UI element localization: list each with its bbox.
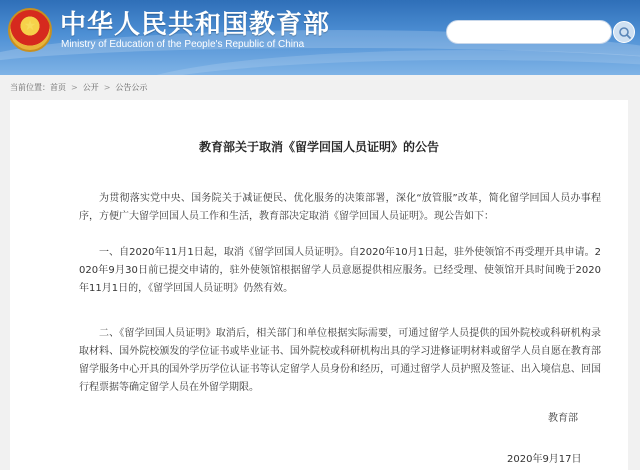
site-title[interactable]: 中华人民共和国教育部 (60, 10, 331, 40)
national-emblem-icon[interactable]: ★ (8, 8, 52, 52)
breadcrumb-prefix: 当前位置： (10, 83, 50, 92)
article-title: 教育部关于取消《留学回国人员证明》的公告 (198, 140, 439, 154)
breadcrumb-announcements[interactable]: 公告公示 (115, 83, 148, 92)
article-paragraph: 一、自2020年11月1日起，取消《留学回国人员证明》。自2020年10月1日起，驻外使领馆不再受理开具申请。2020年9月30日前已提交申请的，驻外使领馆根据留学人员意愿提供相应服务。已经受理、使领馆开具时间晚于2020年11月1日的，《留学回国人员证明》仍然有效。 (79, 247, 601, 294)
search-icon[interactable] (613, 21, 635, 43)
article-date: 2020年9月17日 (507, 454, 582, 465)
article-paragraph: 二、《留学回国人员证明》取消后，相关部门和单位根据实际需要，可通过留学人员提供的国外院校或科研机构录取材料、国外院校颁发的学位证书或毕业证书、国外院校或科研机构出具的学习进修证明材料或留学人员自愿在教育部留学服务中心开具的国外学历学位认证书等认定留学人员身份和经历，可通过留学人员护照及签证、出入境信息、回国行程票据等确定留学人员在外留学期限。 (79, 328, 601, 393)
site-header (0, 0, 640, 75)
breadcrumb-separator: > (71, 83, 78, 92)
article-paragraph: 为贯彻落实党中央、国务院关于减证便民、优化服务的决策部署，深化“放管服”改革，简化留学回国人员办事程序，方便广大留学回国人员工作和生活，教育部决定取消《留学回国人员证明》。现公告如下： (79, 193, 601, 222)
site-subtitle: Ministry of Education of the People's Republic of China (61, 39, 305, 50)
article-content (10, 100, 628, 470)
article-signature: 教育部 (548, 413, 578, 424)
breadcrumb-home[interactable]: 首页 (50, 83, 66, 92)
search-input[interactable] (446, 20, 612, 44)
breadcrumb (10, 82, 147, 93)
breadcrumb-public[interactable]: 公开 (82, 83, 99, 92)
breadcrumb-separator: > (103, 83, 111, 92)
